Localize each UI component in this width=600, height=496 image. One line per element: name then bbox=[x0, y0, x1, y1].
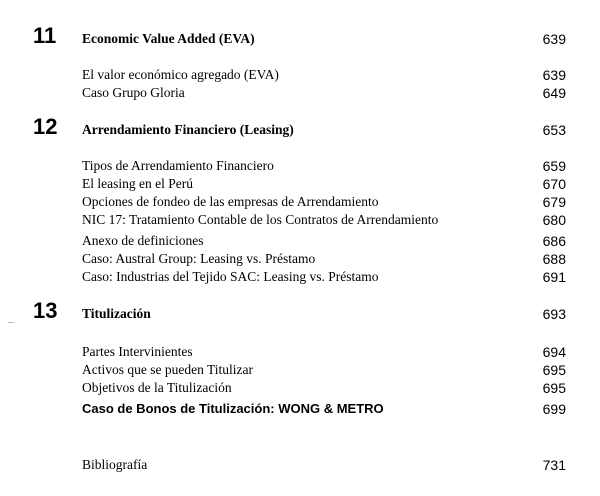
toc-entry-page: 686 bbox=[542, 233, 566, 249]
bibliography-entry[interactable]: Bibliografía bbox=[82, 457, 148, 472]
toc-entry[interactable]: Caso Grupo Gloria bbox=[82, 85, 185, 100]
chapter-13-page: 693 bbox=[542, 306, 566, 322]
chapter-12-page: 653 bbox=[542, 122, 566, 138]
chapter-11-page: 639 bbox=[542, 31, 566, 47]
toc-entry-page: 680 bbox=[542, 212, 566, 228]
toc-entry-page: 649 bbox=[542, 85, 566, 101]
chapter-12-number: 12 bbox=[33, 114, 58, 139]
toc-entry-page: 659 bbox=[542, 158, 566, 174]
chapter-12-title[interactable]: Arrendamiento Financiero (Leasing) bbox=[82, 122, 294, 137]
bibliography-page: 731 bbox=[542, 457, 566, 473]
toc-entry[interactable]: Activos que se pueden Titulizar bbox=[82, 362, 253, 377]
toc-entry[interactable]: NIC 17: Tratamiento Contable de los Contratos de Arrendamiento bbox=[82, 212, 439, 227]
toc-entry[interactable]: El valor económico agregado (EVA) bbox=[82, 67, 279, 82]
toc-entry-page: 679 bbox=[542, 194, 566, 210]
toc-entry[interactable]: El leasing en el Perú bbox=[82, 176, 193, 191]
toc-entry-highlighted[interactable]: Caso de Bonos de Titulización: WONG & METRO bbox=[82, 401, 384, 416]
chapter-11-number: 11 bbox=[33, 23, 57, 48]
toc-entry-page: 695 bbox=[542, 380, 566, 396]
chapter-13-title[interactable]: Titulización bbox=[82, 306, 151, 321]
margin-mark bbox=[8, 322, 14, 323]
toc-entry[interactable]: Tipos de Arrendamiento Financiero bbox=[82, 158, 274, 173]
toc-entry-page: 694 bbox=[542, 344, 566, 360]
toc-entry[interactable]: Caso: Austral Group: Leasing vs. Préstamo bbox=[82, 251, 316, 266]
toc-entry-page: 670 bbox=[542, 176, 566, 192]
toc-entry-page: 688 bbox=[542, 251, 566, 267]
toc-entry-page: 639 bbox=[542, 67, 566, 83]
toc-entry[interactable]: Opciones de fondeo de las empresas de Arrendamiento bbox=[82, 194, 379, 209]
toc-entry[interactable]: Objetivos de la Titulización bbox=[82, 380, 232, 395]
chapter-11-title[interactable]: Economic Value Added (EVA) bbox=[82, 31, 255, 46]
toc-entry-page: 695 bbox=[542, 362, 566, 378]
toc-entry[interactable]: Partes Intervinientes bbox=[82, 344, 193, 359]
toc-entry[interactable]: Anexo de definiciones bbox=[82, 233, 204, 248]
toc-entry-page: 691 bbox=[542, 269, 566, 285]
chapter-13-number: 13 bbox=[33, 298, 58, 323]
toc-entry[interactable]: Caso: Industrias del Tejido SAC: Leasing vs. Préstamo bbox=[82, 269, 379, 284]
toc-entry-page: 699 bbox=[542, 401, 566, 417]
